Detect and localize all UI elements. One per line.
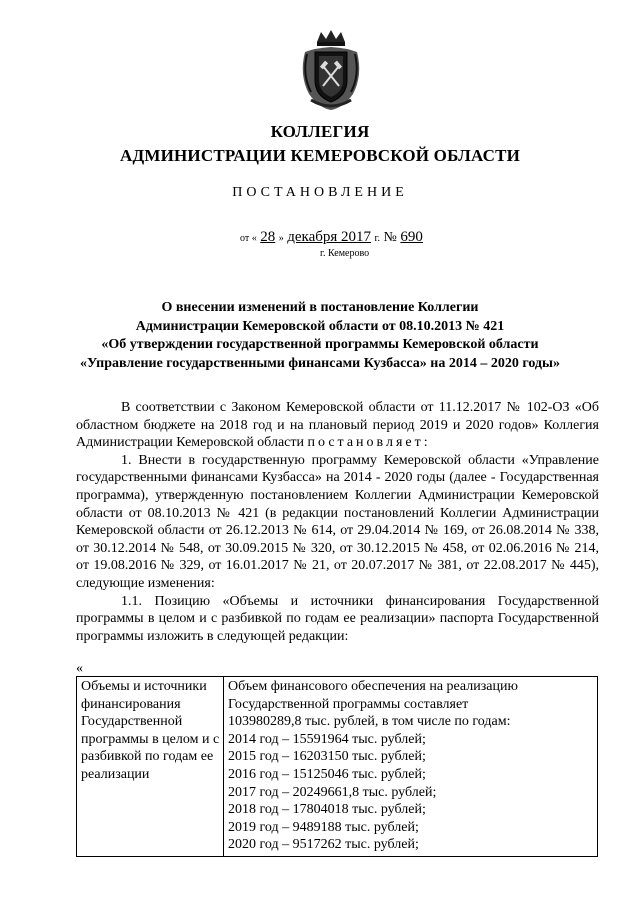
doc-number-prefix: № [383, 230, 397, 245]
funding-line: 2014 год – 15591964 тыс. рублей; [228, 731, 426, 747]
date-month-year: декабря 2017 [287, 229, 372, 245]
document-type: ПОСТАНОВЛЕНИЕ [232, 185, 408, 200]
date-year-suffix: г. [374, 233, 381, 244]
funding-line: 2015 год – 16203150 тыс. рублей; [228, 749, 426, 765]
funding-line: 2017 год – 20249661,8 тыс. рублей; [228, 784, 437, 800]
org-title-line2: АДМИНИСТРАЦИИ КЕМЕРОВСКОЙ ОБЛАСТИ [119, 146, 521, 165]
org-title-line1: КОЛЛЕГИЯ [270, 122, 370, 141]
coat-of-arms-emblem [297, 30, 365, 112]
document-subject [0, 299, 640, 373]
date-mid: » [278, 233, 284, 244]
passport-table [76, 676, 598, 857]
open-quote: « [76, 661, 83, 676]
funding-line: 103980289,8 тыс. рублей, в том числе по годам: [228, 714, 511, 730]
doc-number: 690 [400, 229, 423, 245]
funding-line: 2018 год – 17804018 тыс. рублей; [228, 802, 426, 818]
subject-line: О внесении изменений в постановление Коллегии [161, 300, 479, 315]
funding-line: 2016 год – 15125046 тыс. рублей; [228, 766, 426, 782]
funding-line: 2020 год – 9517262 тыс. рублей; [228, 837, 419, 853]
subject-line: Администрации Кемеровской области от 08.10.2013 № 421 [135, 318, 505, 334]
preamble-resolves: постановляет: [307, 435, 431, 451]
document-body [76, 399, 599, 645]
table-cell-values [224, 677, 598, 857]
funding-line: Объем финансового обеспечения на реализацию [228, 679, 518, 694]
city: г. Кемерово [320, 248, 370, 259]
paragraph-item-1-1: 1.1. Позицию «Объемы и источники финансирования Государственной программы в целом и с разбивкой по годам ее реализации» паспорта Государственной программы изложить в следующей редакции: [76, 593, 599, 644]
date-prefix: от « [240, 233, 257, 244]
table-row [77, 677, 598, 857]
preamble-text: В соответствии с Законом Кемеровской области от 11.12.2017 № 102-ОЗ «Об областном бюджете на 2018 год и на плановый период 2019 и 2020 годов» Коллегия Администрации Кемеровской области [76, 400, 599, 451]
subject-line: «Управление государственными финансами Кузбасса» на 2014 – 2020 годы» [80, 355, 560, 371]
funding-line: 2019 год – 9489188 тыс. рублей; [228, 819, 419, 835]
paragraph-item-1: 1. Внести в государственную программу Кемеровской области «Управление государственными финансами Кузбасса» на 2014 - 2020 годы (далее - Государственная программа), утвержденную постановлением Коллегии Администрации Кемеровской области от 08.10.2013 № 421 (в редакции постановлений Коллегии Администрации Кемеровской области от 26.12.2013 № 614, от 29.04.2014 № 169, от 26.08.2014 № 338, от 30.12.2014 № 548, от 30.09.2015 № 320, от 30.12.2015 № 458, от 02.06.2016 № 214, от 19.08.2016 № 329, от 16.01.2017 № 21, от 20.07.2017 № 381, от 22.08.2017 № 445), следующие изменения: [76, 452, 599, 591]
funding-line: Государственной программы составляет [228, 696, 469, 712]
table-cell-label: Объемы и источники финансирования Государственной программы в целом и с разбивкой по годам ее реализации [77, 677, 224, 857]
date-day: 28 [260, 229, 276, 245]
paragraph-preamble [76, 399, 599, 452]
subject-line: «Об утверждении государственной программы Кемеровской области [101, 337, 539, 352]
document-date-line [240, 229, 423, 246]
